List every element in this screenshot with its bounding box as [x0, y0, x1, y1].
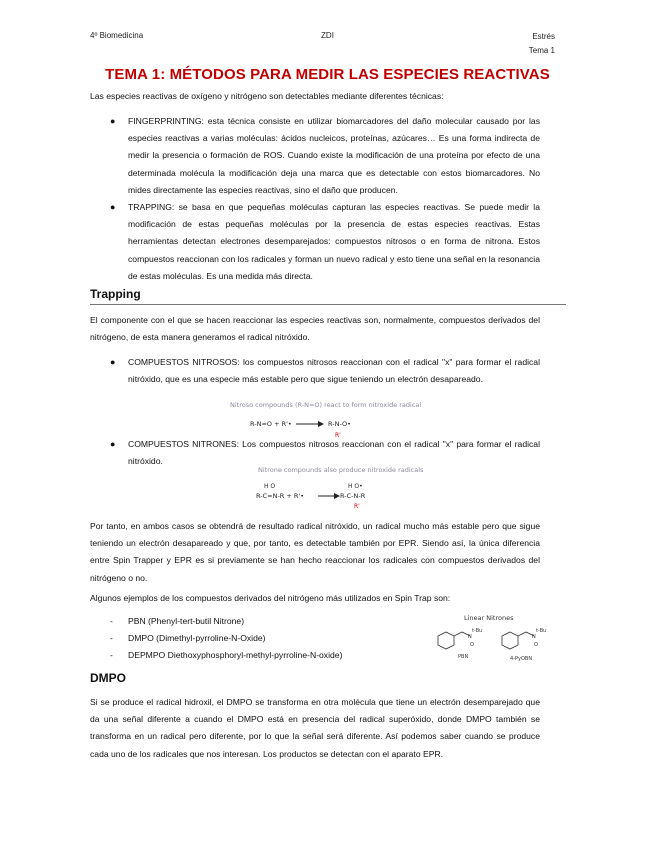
fig3-title: Linear Nitrones	[464, 614, 514, 622]
page-title: TEMA 1: MÉTODOS PARA MEDIR LAS ESPECIES REACTIVAS	[105, 66, 550, 83]
list-item	[90, 354, 540, 388]
nitrosos-list	[90, 354, 540, 388]
fig3-n-2: N	[532, 634, 536, 640]
fig3-n-1: N	[468, 634, 472, 640]
fig2-caption: Nitrone compounds also produce nitroxide radicals	[258, 466, 424, 474]
technique-trapping: TRAPPING: se basa en que pequeñas moléculas capturan las especies reactivas. Se puede medir la modificación de estas pequeñas moléculas por la presencia de estas especies reactivas. Estas herramientas detectan electrones desemparejados: compuestos nitrosos o en forma de nitrona. Estos compuestos reaccionan con los radicales y forman un nuevo radical y esto tiene una señal en la resonancia de estas moléculas. Es una medida más directa.	[128, 202, 540, 281]
nitrosos-text: COMPUESTOS NITROSOS: los compuestos nitrosos reaccionan con el radical "x" para formar el radical nitróxido, que es una especie más estable pero que sigue teniendo un electrón desapareado.	[128, 357, 540, 385]
example-depmpo: DEPMPO Diethoxyphosphoryl-methyl-pyrroline-N-oxide)	[128, 650, 343, 660]
dmpo-heading: DMPO	[90, 671, 126, 685]
conclusion-paragraph: Por tanto, en ambos casos se obtendrá de resultado radical nitróxido, un radical mucho más estable pero que sigue teniendo un electrón desapareado y que, por tanto, es detectable también por EPR. Siendo así, la única diferencia entre Spin Trapper y EPR es si previamente se han hecho reaccionar los radicales con compuestos derivados del nitrógeno o no.	[90, 521, 540, 583]
list-item: - PBN (Phenyl-tert-butil Nitrone)	[110, 616, 245, 626]
nitroso-reaction-figure	[230, 398, 460, 440]
nitrone-reaction-figure	[232, 464, 432, 512]
example-dmpo: DMPO (Dimethyl-pyrroline-N-Oxide)	[128, 633, 266, 643]
list-item	[90, 199, 540, 285]
fig1-reactant: R-N=O + R'•	[250, 420, 292, 428]
fig3-label-pyobn: 4-PyOBN	[510, 656, 533, 662]
fig3-o-2: O	[534, 642, 538, 648]
technique-fingerprinting: FINGERPRINTING: esta técnica consiste en utilizar biomarcadores del daño molecular causado por las especies reactivas a varias moléculas: ácidos nucleicos, proteínas, azúcares… Es una forma indirecta de medir la presencia o formación de ROS. Cuando existe la modificación de una proteína por efecto de una determinada molécula la modificación deja una marca que es detectable con estos biomarcadores. No mides directamente las especies reactivas, sino el daño que producen.	[128, 116, 540, 195]
techniques-list	[90, 113, 540, 285]
fig2-reactant-top: H O	[264, 483, 276, 490]
intro-paragraph: Las especies reactivas de oxígeno y nitrógeno son detectables mediante diferentes técnicas:	[90, 91, 444, 101]
examples-intro: Algunos ejemplos de los compuestos derivados del nitrógeno más utilizados en Spin Trap son:	[90, 593, 451, 603]
list-item	[90, 113, 540, 199]
fig3-tbu-2: t-Bu	[536, 628, 547, 634]
pyridine-ring	[502, 632, 518, 649]
fig2-product: R-C-N-R	[340, 492, 366, 500]
example-pbn: PBN (Phenyl-tert-butil Nitrone)	[128, 616, 245, 626]
fig3-tbu-1: t-Bu	[472, 628, 483, 634]
header-right	[529, 30, 555, 58]
header-right-line1: Estrés	[532, 32, 555, 41]
heading-divider	[90, 304, 566, 305]
nitrones-text: COMPUESTOS NITRONES: Los compuestos nitrosos reaccionan con el radical "x" para formar el radical nitróxido.	[128, 439, 540, 467]
header-right-line2: Tema 1	[528, 46, 555, 55]
list-item: - DEPMPO Diethoxyphosphoryl-methyl-pyrroline-N-oxide)	[110, 650, 343, 660]
fig2-substituent: R'	[354, 503, 360, 510]
bullet-icon: ●	[110, 357, 116, 367]
bullet-icon: ●	[110, 439, 116, 449]
linear-nitrones-figure	[430, 612, 570, 664]
examples-list	[90, 613, 420, 664]
fig2-reactant: R-C=N-R + R'•	[256, 492, 305, 500]
benzene-ring	[438, 632, 454, 649]
list-item: - DMPO (Dimethyl-pyrroline-N-Oxide)	[110, 633, 266, 643]
header-center: ZDI	[321, 31, 334, 40]
fig1-caption: Nitroso compounds (R-N=O) react to form nitroxide radical	[230, 401, 422, 409]
fig3-label-pbn: PBN	[458, 654, 469, 660]
trapping-intro: El componente con el que se hacen reaccionar las especies reactivas son, normalmente, compuestos derivados del nitrógeno, de esta manera generamos el radical nitróxido.	[90, 315, 540, 343]
fig3-o-1: O	[470, 642, 474, 648]
bullet-icon: ●	[110, 116, 116, 126]
trapping-heading: Trapping	[90, 287, 141, 301]
dmpo-paragraph: Si se produce el radical hidroxil, el DMPO se transforma en otra molécula que tiene un electrón desemparejado que da una señal diferente a cuando el DMPO está en presencia del radical superóxido, donde DMPO también se transforma en un radical pero diferente, por lo que la señal será diferente. Así podemos saber cuando se produce cada uno de los radicales que nos interesan. Los productos se detectan con el aparato EPR.	[90, 697, 540, 759]
header-left: 4º Biomedicina	[90, 31, 144, 40]
fig1-product: R-N-O•	[328, 420, 351, 428]
fig2-product-top: H O•	[348, 483, 363, 490]
arrow-head	[318, 421, 324, 427]
fig1-substituent: R'	[335, 432, 341, 439]
bullet-icon: ●	[110, 202, 116, 213]
